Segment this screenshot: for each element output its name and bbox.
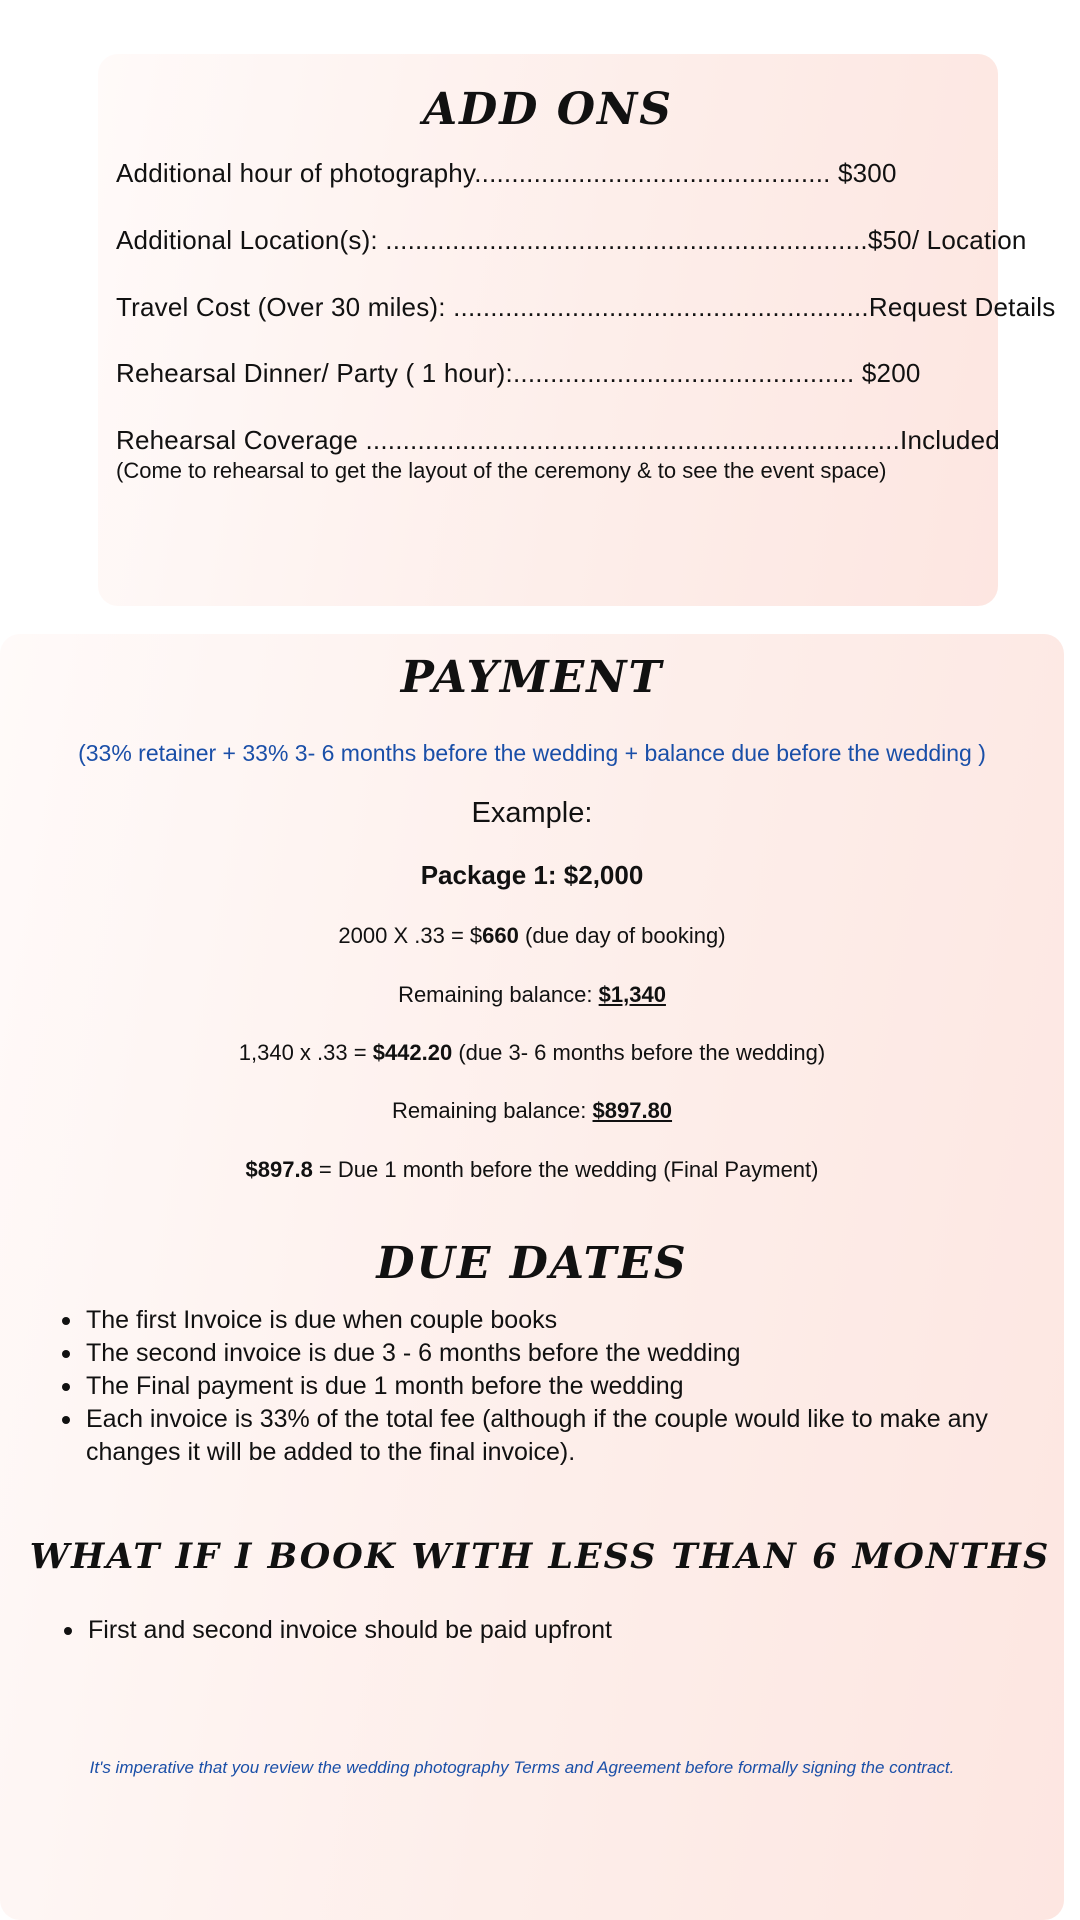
addon-row-location [116,225,1027,256]
addon-value: $50/ Location [867,225,1027,255]
balance-amount: $1,340 [598,982,666,1007]
addon-leader: ................................................ [474,158,838,188]
line-amount: $897.8 [245,1157,313,1182]
line-text: = Due 1 month before the wedding (Final Payment) [312,1157,819,1182]
line-text: (due day of booking) [518,923,726,948]
line-amount: 660 [482,923,519,948]
addon-label: Rehearsal Coverage [116,425,366,455]
addon-value: $300 [837,158,897,188]
list-item: First and second invoice should be paid upfront [60,1614,1040,1647]
line-text: Remaining balance: [391,1098,593,1123]
addon-leader: .............................................. [512,358,862,388]
addon-row-rehearsal-coverage [116,425,1000,456]
addon-row-rehearsal-dinner [116,358,921,389]
addon-label: Rehearsal Dinner/ Party ( 1 hour): [116,358,513,388]
list-item: The first Invoice is due when couple books [58,1304,1048,1337]
payment-line-second [0,1040,1064,1066]
payment-title: PAYMENT [400,652,664,703]
addon-row-extra-hour [116,158,897,189]
addon-label: Additional Location(s): [116,225,386,255]
payment-schedule: (33% retainer + 33% 3- 6 months before the wedding + balance due before the wedding ) [78,740,986,766]
list-item: The second invoice is due 3 - 6 months before the wedding [58,1337,1048,1370]
addon-value: $200 [861,358,921,388]
remaining-balance-2 [0,1098,1064,1124]
payment-card [0,634,1064,1920]
line-text: (due 3- 6 months before the wedding) [452,1040,826,1065]
addon-leader: ................................................................. [385,225,868,255]
list-item: The Final payment is due 1 month before the wedding [58,1370,1048,1403]
example-label: Example: [471,797,593,829]
terms-footer-note: It's imperative that you review the wedding photography Terms and Agreement before formally signing the contract. [89,1758,955,1777]
addon-value: Included [900,425,1000,455]
short-booking-title: WHAT IF I BOOK WITH LESS THAN 6 MONTHS [29,1536,1051,1577]
addon-label: Additional hour of photography [116,158,475,188]
due-dates-list [58,1304,1048,1469]
line-text: Remaining balance: [398,982,599,1007]
balance-amount: $897.80 [592,1098,673,1123]
list-item: Each invoice is 33% of the total fee (although if the couple would like to make any changes it will be added to the final invoice). [58,1403,1048,1469]
payment-line-retainer [0,923,1064,949]
addon-leader: ........................................................ [453,292,869,322]
addons-card [98,54,1056,606]
addon-leader: ........................................................................ [365,425,901,455]
line-text: 2000 X .33 = $ [338,923,483,948]
addon-rehearsal-note: (Come to rehearsal to get the layout of the ceremony & to see the event space) [116,458,887,483]
line-text: 1,340 x .33 = [238,1040,373,1065]
package-line: Package 1: $2,000 [420,860,644,890]
addon-value: Request Details [868,292,1056,322]
line-amount: $442.20 [372,1040,453,1065]
due-dates-title: DUE DATES [376,1238,688,1289]
remaining-balance-1 [0,982,1064,1008]
addons-title: ADD ONS [422,84,674,135]
addon-label: Travel Cost (Over 30 miles): [116,292,454,322]
addon-row-travel [116,292,1055,323]
payment-line-final [0,1157,1064,1183]
short-booking-list [60,1614,1040,1647]
